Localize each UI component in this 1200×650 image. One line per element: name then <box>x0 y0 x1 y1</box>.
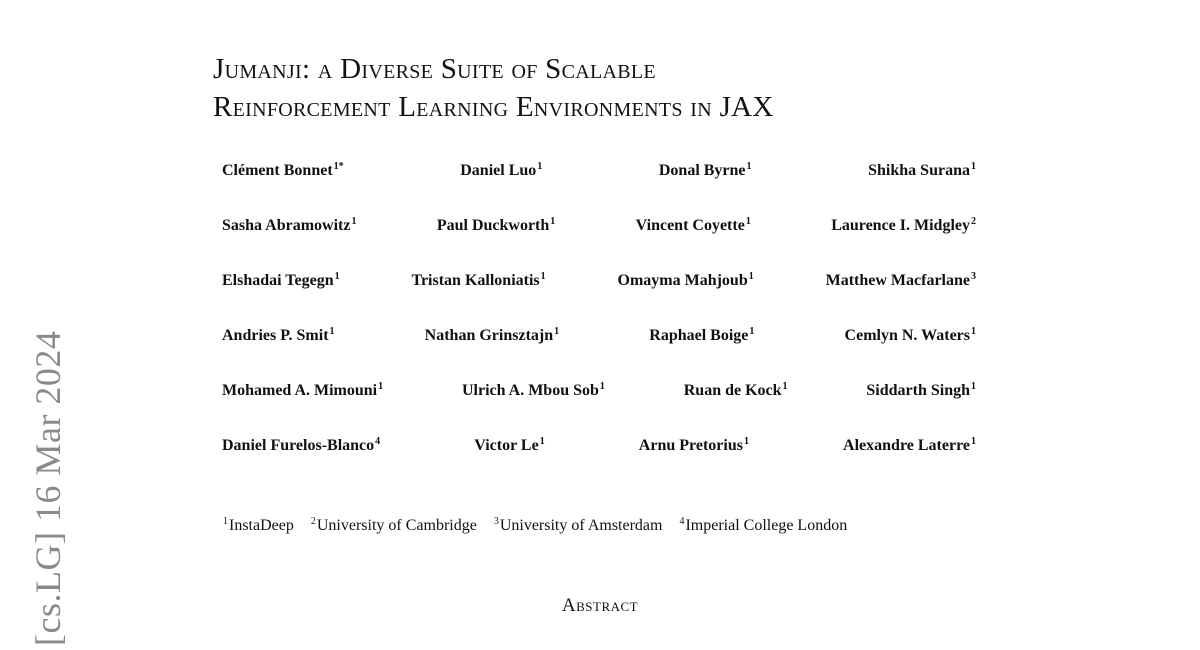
author <box>684 380 788 402</box>
author-name: Donal Byrne <box>658 162 746 179</box>
author-affiliation-mark: 1 <box>550 215 556 227</box>
affiliation-list <box>223 515 860 537</box>
author-name: Laurence I. Midgley <box>831 217 970 234</box>
author-name: Paul Duckworth <box>436 217 550 234</box>
author-name: Daniel Furelos-Blanco <box>222 437 375 454</box>
author-affiliation-mark: 3 <box>970 270 976 282</box>
author-list <box>222 160 976 490</box>
author <box>868 160 976 182</box>
affiliation-mark: 3 <box>493 515 499 527</box>
affiliation-name: Imperial College London <box>685 517 848 534</box>
author-affiliation-mark: 1 <box>782 380 788 392</box>
affiliation-name: University of Cambridge <box>316 517 477 534</box>
author-affiliation-mark: 1 <box>554 325 560 337</box>
author <box>425 325 559 347</box>
author-affiliation-mark: 1 <box>599 380 605 392</box>
author-affiliation-mark: 1 <box>749 325 755 337</box>
author-affiliation-mark: 1 <box>329 325 335 337</box>
author <box>411 270 545 292</box>
author-affiliation-mark: 1 <box>334 270 340 282</box>
author-row <box>222 270 976 325</box>
author-name: Shikha Surana <box>868 162 970 179</box>
author-affiliation-mark: 1 <box>743 435 749 447</box>
author <box>222 215 356 237</box>
author-name: Elshadai Tegegn <box>222 272 334 289</box>
affiliation <box>311 517 477 534</box>
author <box>460 160 542 182</box>
affiliation <box>679 517 847 534</box>
author-name: Tristan Kalloniatis <box>411 272 540 289</box>
author-affiliation-mark: 1 <box>539 435 545 447</box>
affiliation-name: InstaDeep <box>229 517 294 534</box>
author <box>639 435 749 457</box>
author-name: Matthew Macfarlane <box>825 272 970 289</box>
author-row <box>222 215 976 270</box>
author <box>826 270 976 292</box>
author-name: Cemlyn N. Waters <box>844 327 970 344</box>
affiliation <box>494 517 663 534</box>
author-name: Mohamed A. Mimouni <box>222 382 378 399</box>
author-affiliation-mark: 1 <box>971 325 976 337</box>
affiliation-name: University of Amsterdam <box>499 517 663 534</box>
affiliation-mark: 2 <box>310 515 316 527</box>
author-affiliation-mark: 1 <box>970 380 976 392</box>
author-name: Ruan de Kock <box>683 382 782 399</box>
author-row <box>222 325 976 380</box>
abstract-heading: Abstract <box>561 595 639 616</box>
author-affiliation-mark: 2 <box>971 215 976 227</box>
author-row <box>222 160 976 215</box>
affiliation-mark: 1 <box>223 515 228 527</box>
author-name: Victor Le <box>474 437 539 454</box>
author <box>222 380 383 402</box>
title-line-2: Reinforcement Learning Environments in JAX <box>213 91 774 123</box>
author <box>222 435 380 457</box>
author-name: Daniel Luo <box>460 162 537 179</box>
author-name: Ulrich A. Mbou Sob <box>461 382 599 399</box>
author <box>659 160 752 182</box>
author <box>462 380 605 402</box>
author <box>649 325 754 347</box>
author-affiliation-mark: 1 <box>537 160 543 172</box>
author <box>222 270 340 292</box>
author-affiliation-mark: 4 <box>375 435 381 447</box>
author-row <box>222 435 976 490</box>
author-name: Nathan Grinsztajn <box>424 327 554 344</box>
title-line-1: Jumanji: a Diverse Suite of Scalable <box>213 53 656 85</box>
author-name: Siddarth Singh <box>866 382 970 399</box>
affiliation <box>223 517 294 534</box>
author-name: Clément Bonnet <box>222 162 333 179</box>
paper-title <box>213 50 1113 126</box>
author-affiliation-mark: 1 <box>540 270 546 282</box>
author-name: Sasha Abramowitz <box>222 217 351 234</box>
author-name: Omayma Mahjoub <box>617 272 748 289</box>
author-name: Andries P. Smit <box>222 327 329 344</box>
author-affiliation-mark: 1 <box>746 160 752 172</box>
author <box>845 325 976 347</box>
author-name: Vincent Coyette <box>635 217 745 234</box>
author <box>831 215 976 237</box>
author <box>843 435 976 457</box>
author-affiliation-mark: 1 <box>351 215 357 227</box>
author-affiliation-mark: 1 <box>970 160 976 172</box>
author <box>866 380 976 402</box>
author-row <box>222 380 976 435</box>
author <box>618 270 754 292</box>
author <box>636 215 751 237</box>
author <box>474 435 544 457</box>
author-affiliation-mark: 1 <box>970 435 976 447</box>
author-affiliation-mark: 1* <box>333 160 344 172</box>
author-affiliation-mark: 1 <box>745 215 751 227</box>
author <box>222 160 344 182</box>
author-name: Raphael Boige <box>649 327 749 344</box>
author-affiliation-mark: 1 <box>748 270 754 282</box>
author-name: Arnu Pretorius <box>638 437 743 454</box>
arxiv-stamp-text: [cs.LG] 16 Mar 2024 <box>28 330 68 646</box>
author-affiliation-mark: 1 <box>378 380 384 392</box>
affiliation-mark: 4 <box>679 515 685 527</box>
author <box>437 215 555 237</box>
author <box>222 325 335 347</box>
author-name: Alexandre Laterre <box>843 437 970 454</box>
